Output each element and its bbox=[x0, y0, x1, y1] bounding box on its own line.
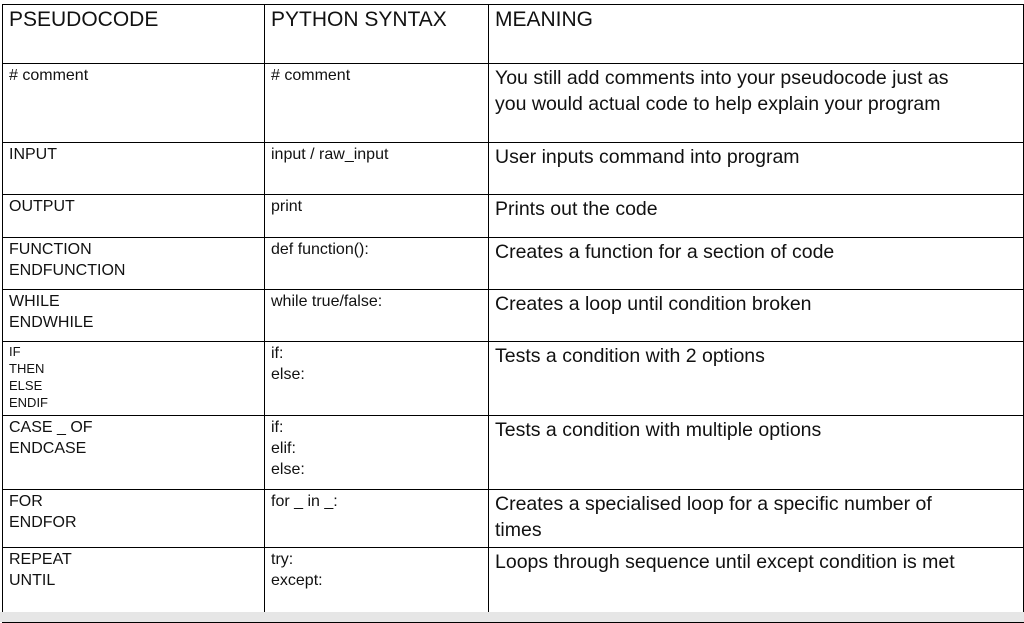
table-row bbox=[3, 342, 1024, 416]
cell-meaning: Creates a loop until condition broken bbox=[489, 290, 1024, 342]
cell-pseudocode: WHILE ENDWHILE bbox=[3, 290, 265, 342]
cell-python: print bbox=[265, 195, 489, 238]
cell-python: if: else: bbox=[265, 342, 489, 416]
header-row bbox=[3, 5, 1024, 64]
table-row bbox=[3, 290, 1024, 342]
cell-meaning: Tests a condition with multiple options bbox=[489, 416, 1024, 490]
cell-pseudocode: CASE _ OF ENDCASE bbox=[3, 416, 265, 490]
cell-meaning: User inputs command into program bbox=[489, 143, 1024, 195]
cell-meaning: You still add comments into your pseudocode just as you would actual code to help explain your program bbox=[489, 64, 1024, 143]
cell-meaning: Tests a condition with 2 options bbox=[489, 342, 1024, 416]
cell-pseudocode: IF THEN ELSE ENDIF bbox=[3, 342, 265, 416]
cell-python: input / raw_input bbox=[265, 143, 489, 195]
pseudocode-reference-table bbox=[2, 4, 1024, 623]
cell-meaning: Creates a function for a section of code bbox=[489, 238, 1024, 290]
cell-pseudocode: REPEAT UNTIL bbox=[3, 548, 265, 623]
table-row bbox=[3, 238, 1024, 290]
cell-meaning: Creates a specialised loop for a specific number of times bbox=[489, 490, 1024, 548]
cell-python: # comment bbox=[265, 64, 489, 143]
table-row bbox=[3, 64, 1024, 143]
cell-python: if: elif: else: bbox=[265, 416, 489, 490]
cell-pseudocode: FOR ENDFOR bbox=[3, 490, 265, 548]
cell-pseudocode: INPUT bbox=[3, 143, 265, 195]
header-pseudocode: PSEUDOCODE bbox=[3, 5, 265, 64]
table-row bbox=[3, 195, 1024, 238]
cell-meaning: Prints out the code bbox=[489, 195, 1024, 238]
cell-meaning: Loops through sequence until except condition is met bbox=[489, 548, 1024, 623]
cell-python: def function(): bbox=[265, 238, 489, 290]
cell-python: for _ in _: bbox=[265, 490, 489, 548]
cell-pseudocode: FUNCTION ENDFUNCTION bbox=[3, 238, 265, 290]
table-row bbox=[3, 416, 1024, 490]
cell-pseudocode: # comment bbox=[3, 64, 265, 143]
table-row bbox=[3, 143, 1024, 195]
table-row bbox=[3, 490, 1024, 548]
cell-python: try: except: bbox=[265, 548, 489, 623]
header-python-syntax: PYTHON SYNTAX bbox=[265, 5, 489, 64]
page-bottom-strip bbox=[0, 612, 1024, 622]
header-meaning: MEANING bbox=[489, 5, 1024, 64]
cell-python: while true/false: bbox=[265, 290, 489, 342]
cell-pseudocode: OUTPUT bbox=[3, 195, 265, 238]
